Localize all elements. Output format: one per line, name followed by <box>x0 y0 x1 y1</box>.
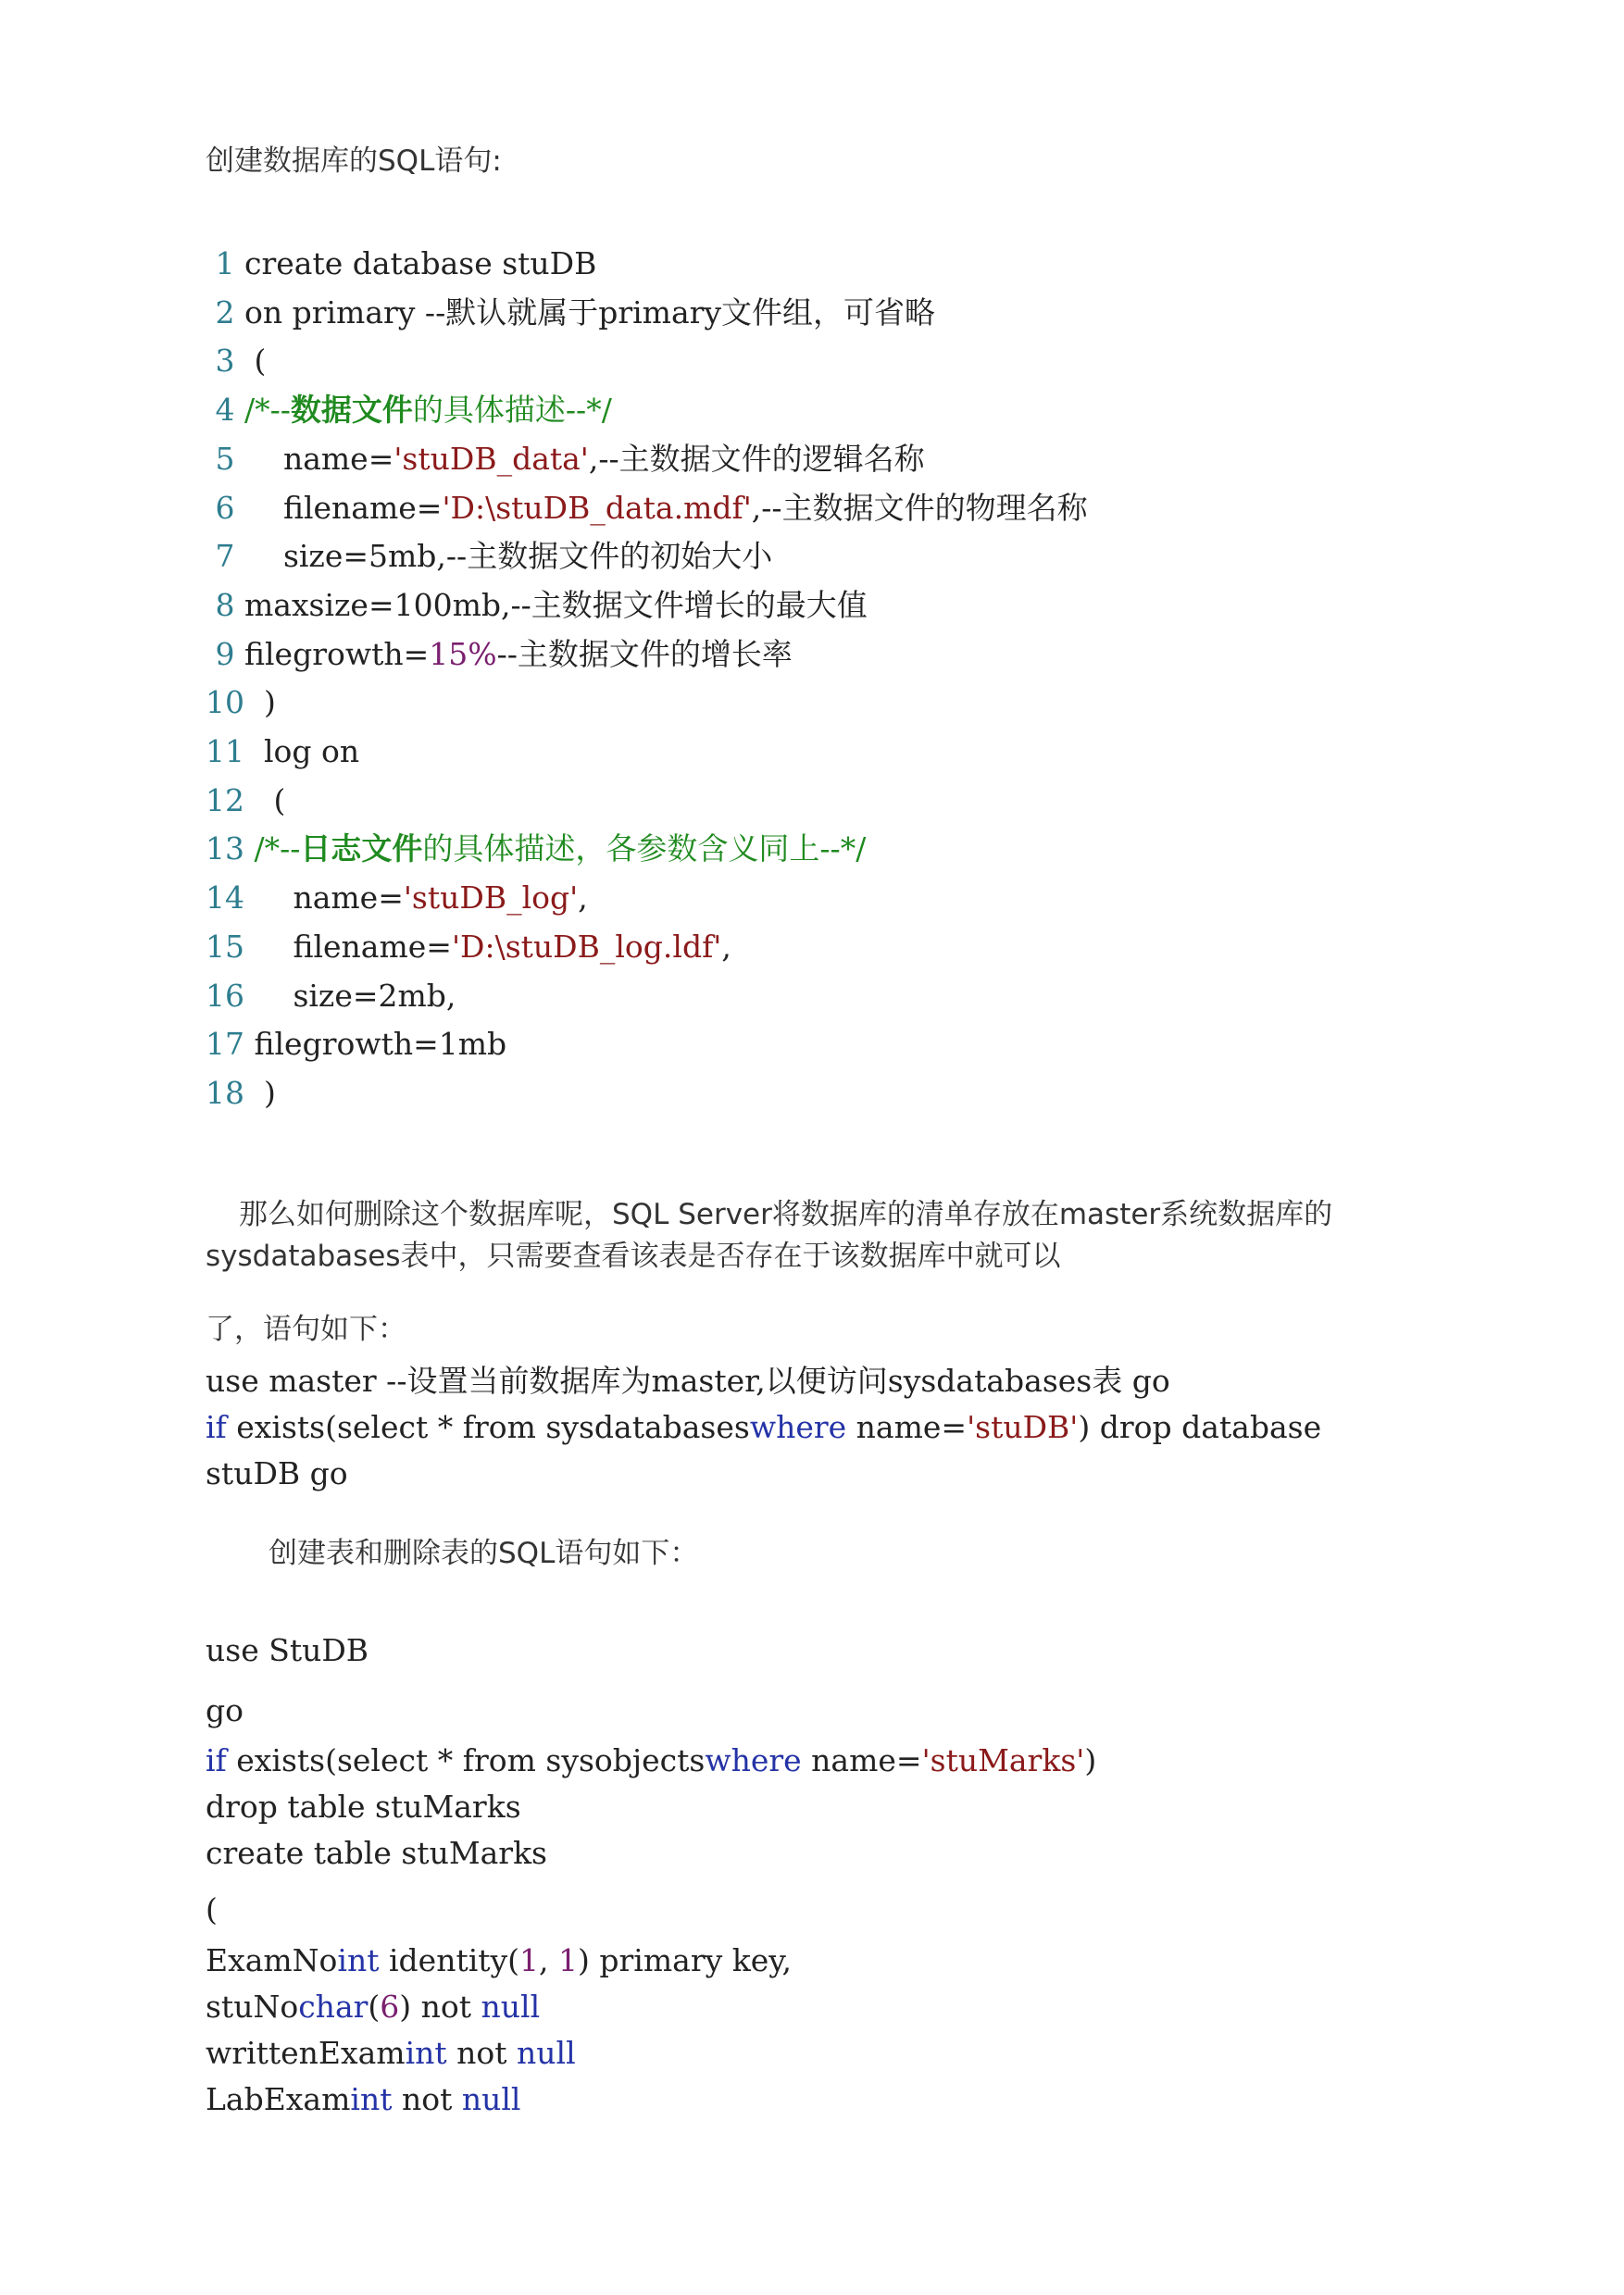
code-token: where <box>749 1409 847 1445</box>
line-number: 15 <box>206 929 255 965</box>
code-token: go <box>206 1692 244 1728</box>
code-line <box>206 782 286 818</box>
code-line <box>206 1742 1097 1778</box>
code-line <box>206 684 276 720</box>
code-token: 6 <box>380 1989 400 2025</box>
drop-db-paragraph-line3: 了，语句如下： <box>206 1313 406 1346</box>
code-token: drop table stuMarks <box>206 1789 521 1825</box>
code-token: where <box>705 1742 802 1778</box>
code-token: 'stuDB' <box>967 1409 1079 1445</box>
code-line <box>206 830 867 867</box>
code-line <box>206 1692 244 1728</box>
code-token: 的具体描述--*/ <box>412 392 612 428</box>
code-token: ) <box>254 1075 276 1111</box>
code-token: maxsize=100mb,--主数据文件增长的最大值 <box>244 587 868 623</box>
line-number: 10 <box>206 684 255 720</box>
code-token: ) drop database <box>1078 1409 1322 1445</box>
code-token: ) <box>254 684 276 720</box>
line-number: 3 <box>206 343 244 379</box>
code-token: filegrowth= <box>244 636 430 672</box>
code-token: /*-- <box>244 392 291 428</box>
code-token: ) <box>1084 1742 1097 1778</box>
code-token: ,--主数据文件的物理名称 <box>751 490 1088 526</box>
code-line <box>206 1891 218 1927</box>
code-token: 'stuMarks' <box>921 1742 1085 1778</box>
code-token: if <box>206 1409 227 1445</box>
code-token: 1 <box>558 1942 579 1978</box>
line-number: 7 <box>206 538 244 574</box>
code-token: create database stuDB <box>244 245 597 281</box>
code-token: , <box>578 879 588 916</box>
code-token: , <box>539 1942 559 1978</box>
code-token: log on <box>254 733 360 769</box>
code-line <box>206 2035 576 2071</box>
code-line <box>206 1409 1322 1445</box>
code-token: ExamNo <box>206 1942 338 1978</box>
code-token: use StuDB <box>206 1632 369 1668</box>
code-line <box>206 733 360 769</box>
code-token: int <box>405 2035 447 2071</box>
line-number: 18 <box>206 1075 255 1111</box>
code-line <box>206 490 1088 526</box>
code-line <box>206 1942 792 1978</box>
intro-heading: 创建数据库的SQL语句: <box>206 144 502 178</box>
code-token: stuNo <box>206 1989 299 2025</box>
line-number: 2 <box>206 294 244 331</box>
code-line <box>206 1363 1170 1399</box>
code-token: identity( <box>379 1942 520 1978</box>
line-number: 6 <box>206 490 244 526</box>
code-token: use master --设置当前数据库为master,以便访问sysdatabases表 go <box>206 1363 1170 1399</box>
code-line <box>206 879 588 916</box>
drop-db-paragraph-line1: 那么如何删除这个数据库呢，SQL Server将数据库的清单存放在master系统数据库的 <box>239 1198 1333 1231</box>
code-token: /*-- <box>254 830 301 867</box>
code-token: int <box>350 2081 393 2117</box>
code-token: filename= <box>254 929 452 965</box>
code-token: 'D:\stuDB_data.mdf' <box>442 490 752 526</box>
code-token: --主数据文件的增长率 <box>496 636 793 672</box>
code-line <box>206 1835 547 1871</box>
code-token: if <box>206 1742 227 1778</box>
code-token: null <box>481 1989 541 2025</box>
code-line <box>206 294 936 331</box>
code-token: stuDB go <box>206 1455 348 1491</box>
line-number: 17 <box>206 1026 255 1062</box>
line-number: 12 <box>206 782 255 818</box>
code-token: char <box>298 1989 369 2025</box>
code-line <box>206 1789 521 1825</box>
code-line <box>206 392 612 428</box>
code-token: ( <box>244 343 267 379</box>
code-token: exists(select * from sysobjects <box>226 1742 706 1778</box>
code-token: int <box>337 1942 380 1978</box>
code-token: writtenExam <box>206 2035 406 2071</box>
code-token: size=2mb, <box>254 978 456 1014</box>
code-token: 日志文件 <box>300 830 423 867</box>
code-token: 的具体描述，各参数含义同上--*/ <box>422 830 867 867</box>
code-token: ( <box>368 1989 381 2025</box>
code-token: create table stuMarks <box>206 1835 547 1871</box>
line-number: 9 <box>206 636 244 672</box>
code-token: filename= <box>244 490 443 526</box>
line-number: 13 <box>206 830 255 867</box>
code-token: 'D:\stuDB_log.ldf' <box>451 929 722 965</box>
code-line <box>206 245 597 281</box>
code-token: ,--主数据文件的逻辑名称 <box>588 441 925 477</box>
line-number: 8 <box>206 587 244 623</box>
code-token: ) primary key, <box>578 1942 792 1978</box>
code-token: null <box>517 2035 576 2071</box>
code-token: exists(select * from sysdatabases <box>226 1409 750 1445</box>
code-token: filegrowth=1mb <box>254 1026 507 1062</box>
line-number: 11 <box>206 733 255 769</box>
code-token: name= <box>846 1409 968 1445</box>
code-line <box>206 441 925 477</box>
code-line <box>206 929 731 965</box>
code-token: 15% <box>429 636 497 672</box>
line-number: 1 <box>206 245 244 281</box>
code-line <box>206 1455 348 1491</box>
code-token: null <box>461 2081 521 2117</box>
code-line <box>206 1632 369 1668</box>
code-token: ) not <box>399 1989 481 2025</box>
code-token: name= <box>244 441 394 477</box>
code-token: not <box>392 2081 462 2117</box>
code-token: 'stuDB_data' <box>394 441 589 477</box>
code-token: LabExam <box>206 2081 351 2117</box>
code-line <box>206 538 773 574</box>
code-line <box>206 1989 541 2025</box>
line-number: 14 <box>206 879 255 916</box>
code-token: ( <box>254 782 286 818</box>
line-number: 5 <box>206 441 244 477</box>
code-token: 数据文件 <box>290 392 413 428</box>
code-token: 'stuDB_log' <box>403 879 579 916</box>
code-token: 1 <box>519 1942 540 1978</box>
code-line <box>206 636 793 672</box>
code-line <box>206 1075 276 1111</box>
code-line <box>206 587 868 623</box>
code-token: on primary --默认就属于primary文件组，可省略 <box>244 294 936 331</box>
code-token: name= <box>254 879 404 916</box>
code-line <box>206 1026 507 1062</box>
code-line <box>206 2081 521 2117</box>
code-line <box>206 978 456 1014</box>
code-token: not <box>446 2035 518 2071</box>
line-number: 16 <box>206 978 255 1014</box>
code-token: , <box>721 929 731 965</box>
drop-db-paragraph-line2: sysdatabases表中，只需要查看该表是否存在于该数据库中就可以 <box>206 1240 1061 1273</box>
code-token: name= <box>801 1742 922 1778</box>
line-number: 4 <box>206 392 244 428</box>
table-heading: 创建表和删除表的SQL语句如下： <box>269 1537 699 1570</box>
code-line <box>206 343 267 379</box>
code-token: ( <box>206 1891 218 1927</box>
code-token: size=5mb,--主数据文件的初始大小 <box>244 538 773 574</box>
